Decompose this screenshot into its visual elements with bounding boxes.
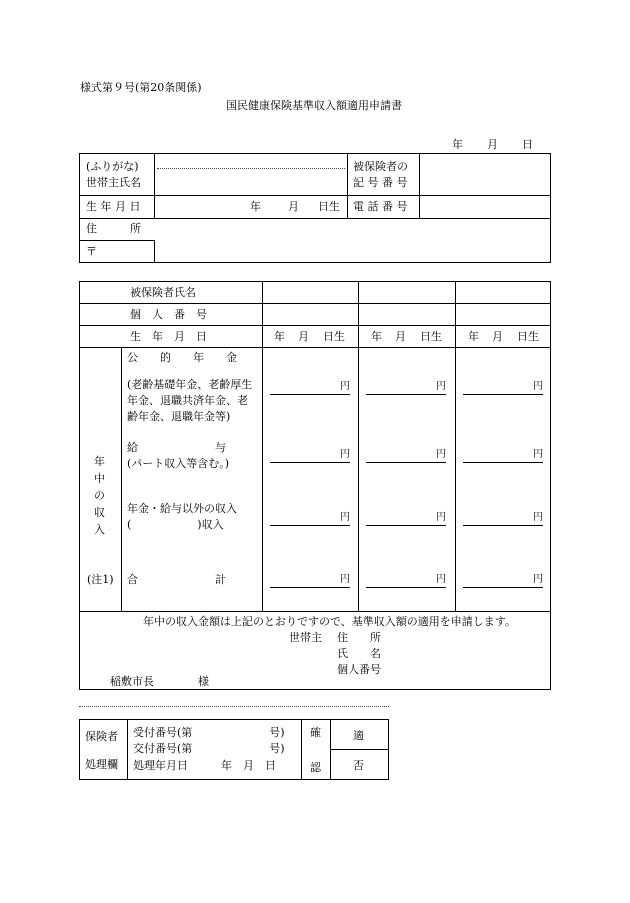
other-income-label: 年金・給与以外の収入 <box>127 502 237 515</box>
other-income-detail: ( )収入 <box>127 518 224 531</box>
addressee: 稲敷市長 様 <box>110 675 209 688</box>
birth-month-unit: 月 <box>288 200 299 213</box>
total-label: 合 計 <box>127 573 226 586</box>
col3-other-amount[interactable]: 円 <box>463 511 543 526</box>
head-name-field[interactable] <box>158 171 344 191</box>
side-char-2: 中 <box>94 472 105 485</box>
insured-name-label: 被保険者氏名 <box>130 286 196 299</box>
pension-detail-1: (老齢基礎年金、老齢厚生 <box>127 378 253 391</box>
page-title: 国民健康保険基準収入額適用申請書 <box>226 99 402 112</box>
col2-pension-amount[interactable]: 円 <box>366 380 446 395</box>
pension-detail-2: 年金、退職共済年金、老 <box>127 394 248 407</box>
insured-number-field[interactable] <box>422 156 548 192</box>
address-field[interactable] <box>158 221 548 261</box>
phone-label: 電 話 番 号 <box>353 200 408 213</box>
birth-date-row-label: 生 年 月 日 <box>130 330 207 343</box>
date-year: 年 <box>452 138 463 151</box>
pension-label: 公 的 年 金 <box>127 351 237 364</box>
side-char-3: の <box>94 489 105 502</box>
col3-pension-amount[interactable]: 円 <box>463 380 543 395</box>
col2-birth-day: 日生 <box>420 330 442 343</box>
signer-address-label: 住 所 <box>337 631 381 644</box>
note-1: (注1) <box>87 573 114 586</box>
signer-title: 世帯主 <box>289 631 322 644</box>
side-char-1: 年 <box>94 455 105 468</box>
col1-birth-month: 月 <box>298 330 309 343</box>
declaration-text: 年中の収入金額は上記のとおりですので、基準収入額の適用を申請します。 <box>143 615 516 628</box>
furigana-label: (ふりがな) <box>86 160 139 173</box>
head-name-label: 世帯主氏名 <box>86 176 141 189</box>
address-label: 住 所 <box>86 222 141 235</box>
date-month: 月 <box>487 138 498 151</box>
form-number: 様式第９号(第20条関係) <box>80 81 202 94</box>
col1-total-amount[interactable]: 円 <box>270 573 350 588</box>
insured-number-label-1: 被保険者の <box>353 160 408 173</box>
confirm-label-top: 確 <box>310 726 321 739</box>
receipt-number: 受付番号(第 号) <box>133 726 285 739</box>
col3-birth-month: 月 <box>492 330 503 343</box>
processed-date: 処理年月日 年 月 日 <box>133 759 276 772</box>
office-column-label: 処理欄 <box>85 758 118 771</box>
personal-number-label: 個 人 番 号 <box>130 308 207 321</box>
col3-total-amount[interactable]: 円 <box>463 573 543 588</box>
approve-box[interactable]: 適 <box>353 729 364 742</box>
col1-salary-amount[interactable]: 円 <box>270 448 350 463</box>
birth-year-unit: 年 <box>250 200 261 213</box>
issue-number: 交付番号(第 号) <box>133 742 285 755</box>
salary-label: 給 与 <box>127 441 226 454</box>
insured-number-label-2: 記 号 番 号 <box>353 176 408 189</box>
col1-pension-amount[interactable]: 円 <box>270 380 350 395</box>
salary-detail: (パート収入等含む。) <box>127 457 230 470</box>
col3-birth-day: 日生 <box>517 330 539 343</box>
col3-birth-year: 年 <box>468 330 479 343</box>
col1-other-amount[interactable]: 円 <box>270 511 350 526</box>
col1-birth-day: 日生 <box>323 330 345 343</box>
birth-date-label: 生 年 月 日 <box>86 200 141 213</box>
col2-total-amount[interactable]: 円 <box>366 573 446 588</box>
signer-personal-number-label: 個人番号 <box>337 663 381 676</box>
office-insurer-label: 保険者 <box>85 730 118 743</box>
side-char-4: 収 <box>94 506 105 519</box>
signer-name-label: 氏 名 <box>337 647 381 660</box>
col1-birth-year: 年 <box>274 330 285 343</box>
reject-box[interactable]: 否 <box>353 759 364 772</box>
pension-detail-3: 齢年金、退職年金等) <box>127 410 231 423</box>
confirm-label-bottom: 認 <box>310 761 321 774</box>
col2-other-amount[interactable]: 円 <box>366 511 446 526</box>
separator-line <box>79 706 389 707</box>
col2-birth-month: 月 <box>395 330 406 343</box>
col3-salary-amount[interactable]: 円 <box>463 448 543 463</box>
birth-day-unit: 日生 <box>318 200 340 213</box>
phone-field[interactable] <box>422 198 548 216</box>
side-char-5: 入 <box>94 523 105 536</box>
date-day: 日 <box>522 138 533 151</box>
col2-salary-amount[interactable]: 円 <box>366 448 446 463</box>
postal-mark: 〒 <box>86 245 97 258</box>
col2-birth-year: 年 <box>371 330 382 343</box>
